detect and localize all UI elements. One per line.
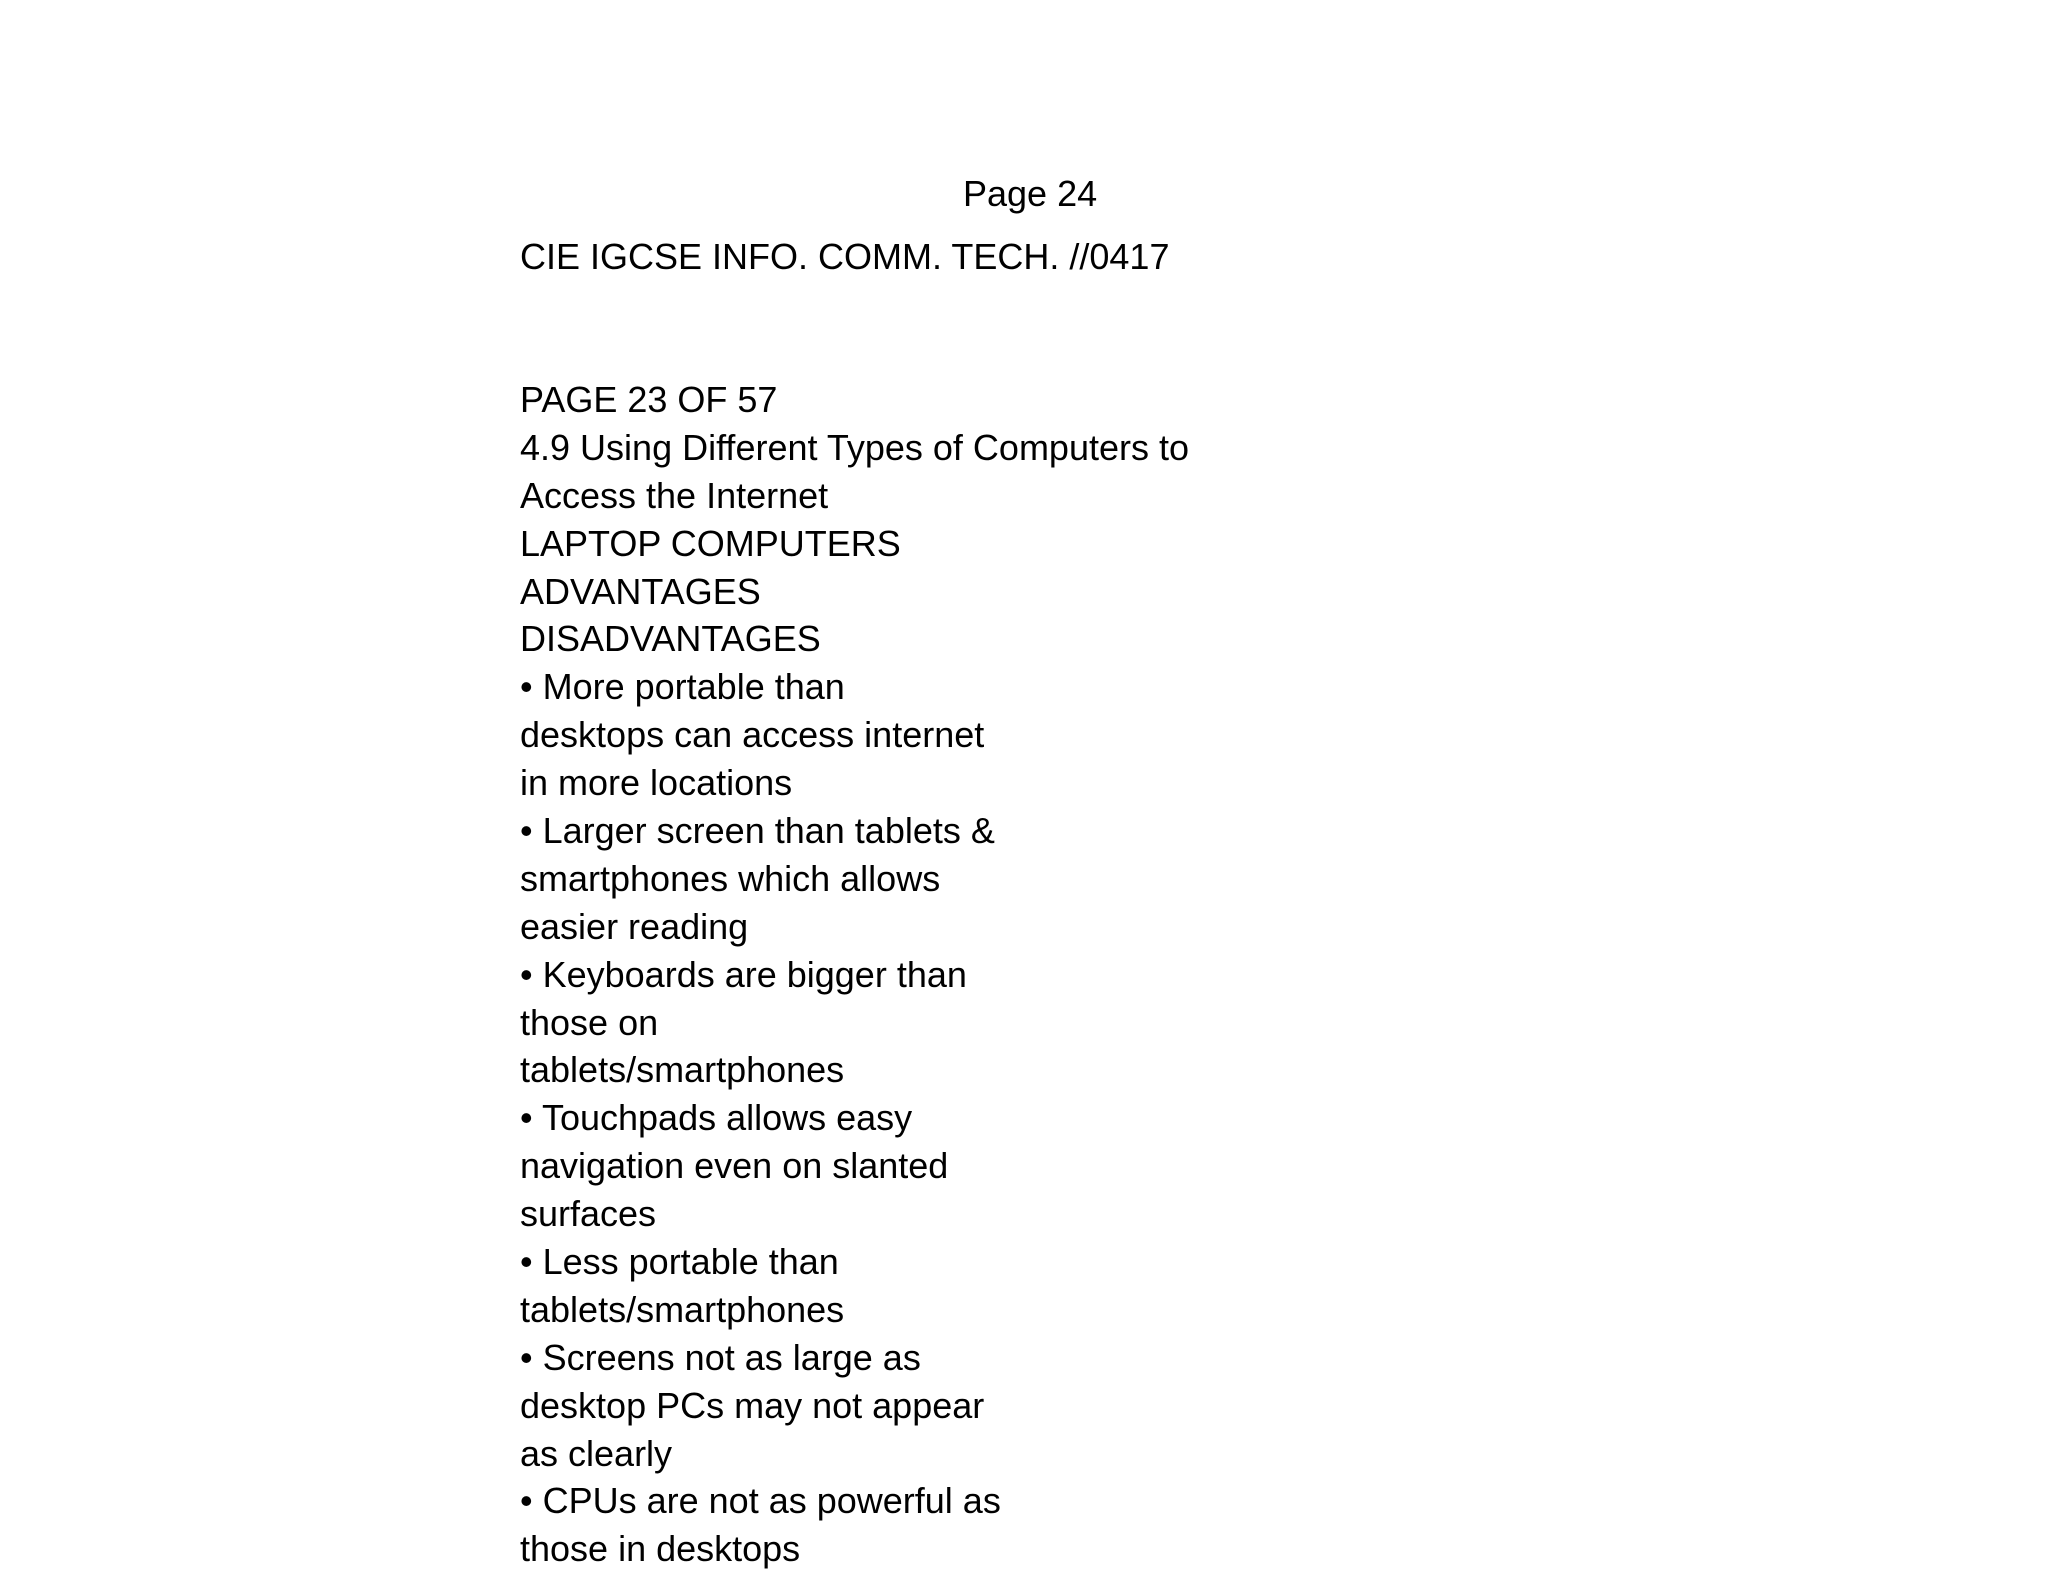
page-count-line: PAGE 23 OF 57 xyxy=(520,379,778,420)
section-heading-line-2: Access the Internet xyxy=(520,474,829,516)
section-heading-line-1: 4.9 Using Different Types of Computers to xyxy=(520,426,1190,468)
text-line: tablets/smartphones xyxy=(520,1288,845,1330)
text-line: in more locations xyxy=(520,762,793,804)
text-line: those on xyxy=(520,1001,659,1043)
document-body xyxy=(520,376,1280,1573)
text-line: surfaces xyxy=(520,1193,657,1235)
subheading-laptop-computers: LAPTOP COMPUTERS xyxy=(520,522,901,564)
subheading-advantages: ADVANTAGES xyxy=(520,570,761,612)
text-line: • Touchpads allows easy xyxy=(520,1097,913,1139)
document-header: CIE IGCSE INFO. COMM. TECH. //0417 xyxy=(520,236,1170,277)
text-line: • Screens not as large as xyxy=(520,1336,921,1378)
text-line: • Larger screen than tablets & xyxy=(520,810,995,852)
page-number-label: Page 24 xyxy=(963,173,1098,214)
text-line: desktop PCs may not appear xyxy=(520,1384,985,1426)
text-line: • CPUs are not as powerful as xyxy=(520,1480,1001,1522)
subheading-disadvantages: DISADVANTAGES xyxy=(520,618,821,660)
text-line: • More portable than xyxy=(520,666,845,708)
text-line: as clearly xyxy=(520,1432,673,1474)
text-line: those in desktops xyxy=(520,1528,801,1570)
text-line: desktops can access internet xyxy=(520,714,985,756)
text-line: easier reading xyxy=(520,905,749,947)
text-line: navigation even on slanted xyxy=(520,1145,949,1187)
text-line: • Less portable than xyxy=(520,1241,839,1283)
text-line: tablets/smartphones xyxy=(520,1049,845,1091)
text-line: smartphones which allows xyxy=(520,857,941,899)
text-line: • Keyboards are bigger than xyxy=(520,953,967,995)
